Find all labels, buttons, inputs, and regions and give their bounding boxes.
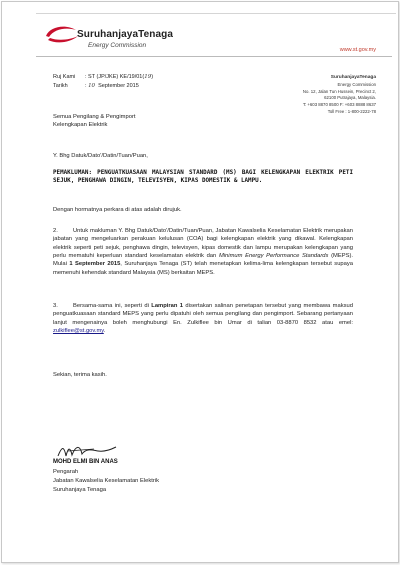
paragraph-text: Untuk makluman Y. Bhg Datuk/Dato'/Datin/Tuan/Puan, Jabatan Kawalselia Keselamatan Elektrik merupakan jabatan yang mengeluarkan perakuan kelulusan (COA) bagi kelengkapan elektrik yang dikawal. Kelengkapan elektrik seperti peti sejuk, penghawa dingin, televisyen, kipas domestik dan lampu merupakan kelengkapan yang perlu mematuhi keperluan standard keselamatan elektrik dan <box>53 228 353 260</box>
paragraph-text: disertakan salinan penetapan tersebut yang membawa maksud penguatkuasaan standard MEPS yang perlu dipatuhi oleh semua pengilang dan pengimport. Sebarang pertanyaan lanjut mengenainya boleh menghubungi En. Zulkiflee bin Umar di talian 03-8870 8532 atau emel: <box>53 303 353 326</box>
closing-line: Sekian, terima kasih. <box>53 372 107 378</box>
paragraph-text: Bersama-sama ini, seperti di <box>73 303 152 309</box>
salutation: Y. Bhg Datuk/Dato'/Datin/Tuan/Puan, <box>53 153 148 159</box>
energy-commission-logo-icon <box>42 24 82 46</box>
address-org: SuruhanjayaTenaga <box>330 75 376 80</box>
address-line: 62100 Putrajaya, Malaysia. <box>324 95 376 101</box>
tarikh-handwritten: 10 <box>88 83 96 89</box>
paragraph-number: 2. <box>53 228 58 234</box>
paragraph-number: 3. <box>53 303 58 309</box>
brand-name: SuruhanjayaTenaga <box>77 29 173 40</box>
ruj-value: : ST (JP/JKE) KE/19/01( <box>85 74 145 80</box>
letter-page <box>1 1 399 563</box>
reference-date <box>53 83 139 89</box>
address-line: T: +603 8870 8500 F: +603 8888 8637 <box>302 102 376 108</box>
address-line: No. 12, Jalan Tun Hussein, Precinct 2, <box>302 88 376 94</box>
tarikh-prefix: : <box>85 83 87 89</box>
ruj-close: ) <box>151 74 154 80</box>
ruj-label: Ruj Kami <box>53 74 76 80</box>
email-link[interactable]: zulkiflee@st.gov.my <box>53 328 104 335</box>
paragraph-text: , Suruhanjaya Tenaga (ST) telah menetapkan kelima-lima kelengkapan tersebut supaya memenuhi kehendak standard Malaysia (MS) berkaitan MEPS. <box>53 261 353 276</box>
brand-subtitle: Energy Commission <box>88 42 147 49</box>
subject-heading: PEMAKLUMAN: PENGUATKUASAAN MALAYSIAN STANDARD (MS) BAGI KELENGKAPAN ELEKTRIK PETI SEJUK, PENGHAWA DINGIN, TELEVISYEN, KIPAS DOMESTIK & LAMPU. <box>53 170 353 184</box>
address-block <box>303 75 376 116</box>
signatory-organisation: Suruhanjaya Tenaga <box>53 487 107 493</box>
website-link[interactable]: www.st.gov.my <box>339 47 376 53</box>
header-divider <box>36 56 392 57</box>
paragraph-italic: Minimum Energy Performance Standards <box>218 253 329 260</box>
recipient-line-1: Semua Pengilang & Pengimport <box>53 114 136 120</box>
ruj-handwritten: 19 <box>144 74 152 80</box>
paragraph-text: . <box>103 328 106 335</box>
signatory-title: Pengarah <box>53 469 79 475</box>
paragraph-3 <box>53 302 353 335</box>
recipient-line-2: Kelengkapan Elektrik <box>53 122 108 128</box>
tarikh-label: Tarikh <box>53 83 68 89</box>
paragraph-text: (MEPS). Mulai <box>53 253 354 268</box>
opening-line: Dengan hormatnya perkara di atas adalah dirujuk. <box>53 207 182 213</box>
paragraph-bold: 1 September 2015 <box>69 261 121 268</box>
paragraph-bold: Lampiran 1 <box>151 303 184 309</box>
tarikh-value: September 2015 <box>98 83 139 89</box>
signatory-name: MOHD ELMI BIN ANAS <box>53 459 118 465</box>
signatory-department: Jabatan Kawalselia Keselamatan Elektrik <box>53 478 160 484</box>
reference-number <box>53 74 153 80</box>
address-line: Toll Free : 1-800-2222-78 <box>327 108 376 114</box>
top-border-line <box>36 13 396 14</box>
address-line: Energy Commission <box>337 81 376 87</box>
paragraph-2 <box>53 227 353 277</box>
